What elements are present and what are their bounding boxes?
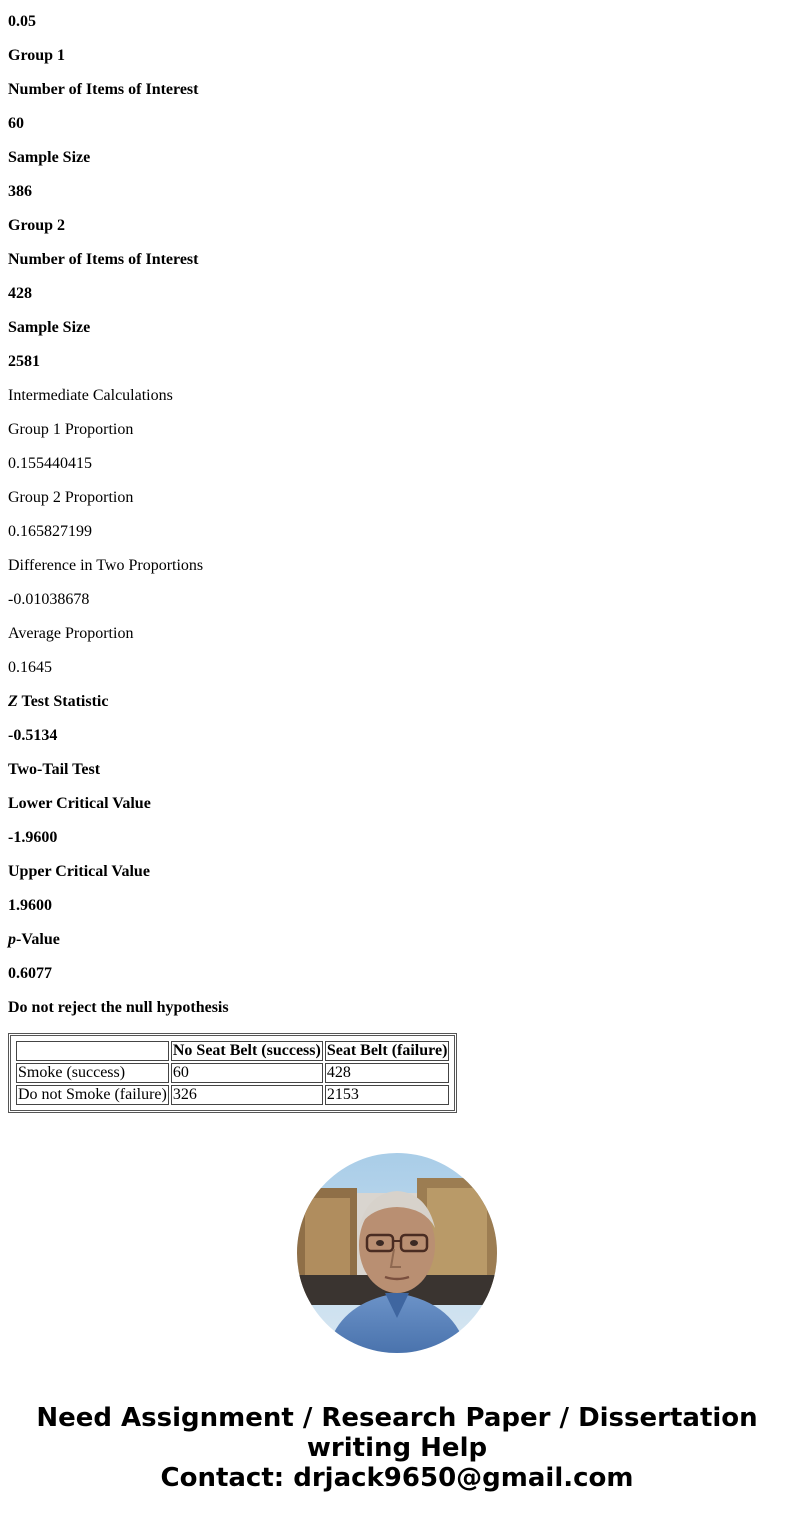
table-row xyxy=(16,1085,449,1105)
group2-heading: Group 2 xyxy=(8,217,66,234)
promo-banner xyxy=(0,1403,794,1493)
z-symbol: Z xyxy=(8,693,18,710)
alpha-value: 0.05 xyxy=(8,13,36,30)
group1-items-value: 60 xyxy=(8,115,24,132)
z-label-text: Test Statistic xyxy=(17,693,109,710)
table-row xyxy=(16,1063,449,1083)
group2-proportion-value: 0.165827199 xyxy=(8,523,92,540)
group2-items-label: Number of Items of Interest xyxy=(8,251,199,268)
z-statistic-label xyxy=(8,692,788,726)
group1-heading: Group 1 xyxy=(8,47,66,64)
z-statistic-value: -0.5134 xyxy=(8,727,58,744)
p-value-label xyxy=(8,930,788,964)
lower-critical-value: -1.9600 xyxy=(8,829,58,846)
header-cell-seat-belt: Seat Belt (failure) xyxy=(326,1042,448,1059)
group1-sample-label: Sample Size xyxy=(8,149,91,166)
two-tail-heading: Two-Tail Test xyxy=(8,761,101,778)
header-cell-no-seat-belt: No Seat Belt (success) xyxy=(172,1042,321,1059)
group1-sample-value: 386 xyxy=(8,183,32,200)
promo-contact: Contact: drjack9650@gmail.com xyxy=(160,1463,634,1493)
row-label-do-not-smoke: Do not Smoke (failure) xyxy=(18,1086,167,1103)
p-value-value: 0.6077 xyxy=(8,965,52,982)
lower-critical-label: Lower Critical Value xyxy=(8,795,151,812)
intermediate-heading: Intermediate Calculations xyxy=(8,387,173,404)
table-header-row xyxy=(16,1041,449,1061)
group2-sample-value: 2581 xyxy=(8,353,40,370)
row-label-smoke: Smoke (success) xyxy=(16,1063,169,1083)
difference-label: Difference in Two Proportions xyxy=(8,557,204,574)
group2-items-value: 428 xyxy=(8,285,32,302)
table-cell: 60 xyxy=(171,1063,323,1083)
calculation-output xyxy=(8,12,788,1032)
decision-text: Do not reject the null hypothesis xyxy=(8,999,229,1016)
contingency-table xyxy=(8,1033,457,1113)
average-proportion-value: 0.1645 xyxy=(8,659,52,676)
group2-proportion-label: Group 2 Proportion xyxy=(8,489,134,506)
person-photo-icon xyxy=(297,1153,497,1353)
average-proportion-label: Average Proportion xyxy=(8,625,134,642)
contingency-table-wrapper xyxy=(8,1033,457,1113)
group1-items-label: Number of Items of Interest xyxy=(8,81,199,98)
difference-value: -0.01038678 xyxy=(8,591,90,608)
group1-proportion-label: Group 1 Proportion xyxy=(8,421,134,438)
upper-critical-label: Upper Critical Value xyxy=(8,863,150,880)
table-cell: 428 xyxy=(325,1063,450,1083)
p-label-text: -Value xyxy=(16,931,60,948)
upper-critical-value: 1.9600 xyxy=(8,897,52,914)
header-cell-blank xyxy=(16,1041,169,1061)
group1-proportion-value: 0.155440415 xyxy=(8,455,92,472)
promo-line-2: writing Help xyxy=(306,1433,488,1463)
group2-sample-label: Sample Size xyxy=(8,319,91,336)
p-symbol: p xyxy=(8,931,16,948)
table-cell: 326 xyxy=(171,1085,323,1105)
promo-line-1: Need Assignment / Research Paper / Dissertation xyxy=(36,1403,758,1433)
table-cell: 2153 xyxy=(325,1085,450,1105)
author-photo xyxy=(297,1153,497,1353)
